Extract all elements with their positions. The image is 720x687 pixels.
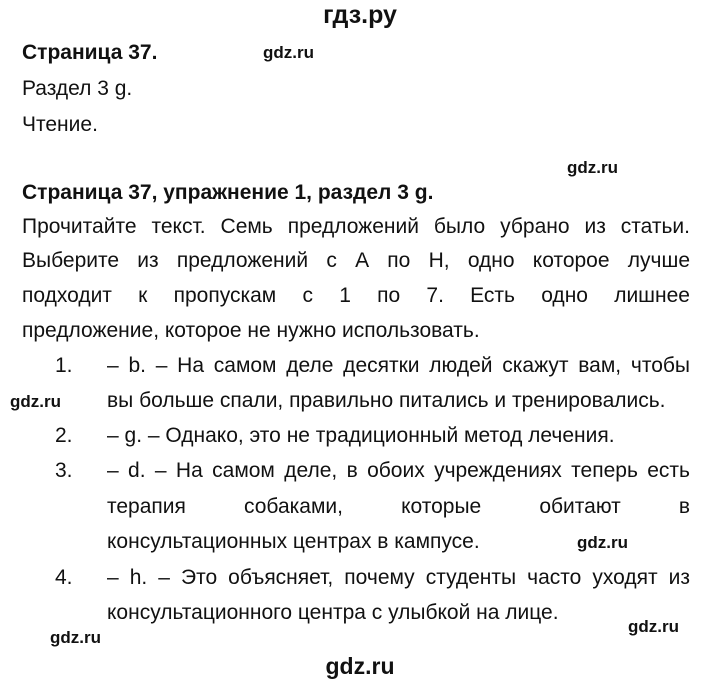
exercise-heading: Страница 37, упражнение 1, раздел 3 g. xyxy=(22,181,434,204)
answer-number: 1. xyxy=(55,354,73,377)
watermark: gdz.ru xyxy=(628,617,679,636)
topic-label: Чтение. xyxy=(22,113,98,136)
answer-line: терапия собаками, которые обитают в xyxy=(107,495,690,518)
task-line: Прочитайте текст. Семь предложений было убрано из статьи. xyxy=(22,215,690,238)
answer-line: – g. – Однако, это не традиционный метод лечения. xyxy=(107,424,615,447)
section-label: Раздел 3 g. xyxy=(22,77,133,100)
watermark: gdz.ru xyxy=(50,628,101,647)
task-line: Выберите из предложений с А по Н, одно которое лучше xyxy=(22,249,690,272)
footer-watermark: gdz.ru xyxy=(325,653,395,679)
watermark: gdz.ru xyxy=(567,158,618,177)
page-title: Страница 37. xyxy=(22,41,158,64)
site-header: гдз.ру xyxy=(323,1,397,29)
watermark: gdz.ru xyxy=(263,43,314,62)
answer-line: – b. – На самом деле десятки людей скажут вам, чтобы xyxy=(107,354,690,377)
answer-number: 4. xyxy=(55,566,73,589)
answer-line: консультационного центра с улыбкой на лице. xyxy=(107,601,559,624)
answer-number: 3. xyxy=(55,459,73,482)
task-line: подходит к пропускам с 1 по 7. Есть одно лишнее xyxy=(22,284,690,307)
answer-number: 2. xyxy=(55,424,73,447)
task-line: предложение, которое не нужно использовать. xyxy=(22,319,480,342)
watermark: gdz.ru xyxy=(10,392,61,411)
answer-line: вы больше спали, правильно питались и тренировались. xyxy=(107,389,666,412)
answer-line: консультационных центрах в кампусе. xyxy=(107,530,480,553)
answer-line: – d. – На самом деле, в обоих учреждениях теперь есть xyxy=(107,459,690,482)
answer-line: – h. – Это объясняет, почему студенты часто уходят из xyxy=(107,566,690,589)
watermark: gdz.ru xyxy=(577,533,628,552)
